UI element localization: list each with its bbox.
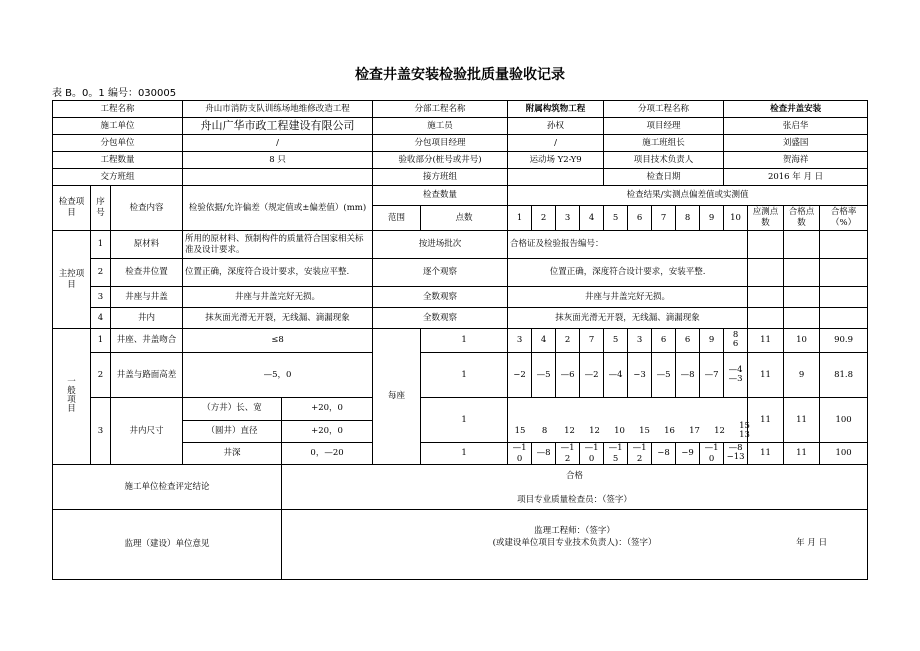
- value-contractor: 舟山广华市政工程建设有限公司: [183, 118, 373, 135]
- header-row: [53, 152, 868, 169]
- general-item-row: [53, 398, 868, 421]
- value: 3: [628, 329, 652, 353]
- col-check-item: 检查项目: [53, 186, 91, 231]
- col-quantity: 检查数量: [373, 186, 508, 206]
- page-title: 检查井盖安装检验批质量验收记录: [355, 67, 565, 83]
- value-subcontractor: /: [183, 135, 373, 152]
- conclusion-result: 合格: [566, 471, 584, 482]
- col-num: 5: [604, 206, 628, 231]
- label-acceptance-part: 验收部分(桩号或井号): [373, 152, 508, 169]
- value: 9: [700, 329, 724, 353]
- content: 井盖与路面高差: [111, 353, 183, 398]
- value: 5: [604, 329, 628, 353]
- main-item-row: [53, 231, 868, 259]
- seq: 2: [91, 353, 111, 398]
- col-num: 1: [508, 206, 532, 231]
- basis: +20，0: [282, 398, 373, 421]
- label-receiving-team: 接方班组: [373, 169, 508, 186]
- value-10: 8 6: [724, 329, 748, 353]
- value: 12: [589, 425, 600, 436]
- pass-rate: 90.9: [820, 329, 868, 353]
- supervisor-opinion-row: [53, 510, 868, 580]
- seq: 3: [91, 287, 111, 308]
- value-team-leader: 刘盛国: [724, 135, 868, 152]
- main-item-row: [53, 287, 868, 308]
- value: 12: [714, 425, 725, 436]
- seq: 2: [91, 259, 111, 287]
- value: —10: [580, 443, 604, 465]
- content: 井内尺寸: [111, 398, 183, 465]
- content: 井座与井盖: [111, 287, 183, 308]
- value: —5: [532, 353, 556, 398]
- value: 2: [556, 329, 580, 353]
- col-basis: 检验依据/允许偏差（规定值或±偏差值）(mm): [183, 186, 373, 231]
- value: 17: [689, 425, 700, 436]
- content: 检查井位置: [111, 259, 183, 287]
- value: —12: [556, 443, 580, 465]
- col-num: 10: [724, 206, 748, 231]
- seq: 1: [91, 329, 111, 353]
- value: —7: [700, 353, 724, 398]
- pass-rate: 81.8: [820, 353, 868, 398]
- value-10: —8 −13: [724, 443, 748, 465]
- result: 合格证及检验报告编号：: [508, 231, 748, 259]
- label-quantity: 工程数量: [53, 152, 183, 169]
- value: —10: [700, 443, 724, 465]
- main-item-row: [53, 259, 868, 287]
- value: —4: [604, 353, 628, 398]
- header-row: [53, 135, 868, 152]
- value-sub-manager: /: [508, 135, 604, 152]
- label-sub-manager: 分包项目经理: [373, 135, 508, 152]
- label-project-manager: 项目经理: [604, 118, 724, 135]
- header-row: [53, 118, 868, 135]
- col-pass-points: 合格点数: [784, 206, 820, 231]
- owner-signature: (或建设单位项目专业技术负责人)：（签字）: [492, 538, 657, 549]
- value: 4: [532, 329, 556, 353]
- should-points: 11: [748, 443, 784, 465]
- sub-name: 井深: [183, 443, 282, 465]
- value: 12: [564, 425, 575, 436]
- pass-rate: 100: [820, 443, 868, 465]
- points: 1: [421, 329, 508, 353]
- value: 8: [541, 425, 548, 436]
- result: 抹灰面光滑无开裂，无线漏、滴漏现象: [508, 308, 748, 329]
- pass-points: 11: [784, 398, 820, 443]
- col-num: 3: [556, 206, 580, 231]
- value: 16: [664, 425, 675, 436]
- value-project-name: 舟山市消防支队训练场地维修改造工程: [183, 101, 373, 118]
- inspection-table: [52, 100, 868, 580]
- col-should-points: 应测点数: [748, 206, 784, 231]
- value: 7: [580, 329, 604, 353]
- value: 15: [639, 425, 650, 436]
- main-item-row: [53, 308, 868, 329]
- contractor-conclusion: [282, 465, 868, 510]
- basis: ≤8: [183, 329, 373, 353]
- value-division: 附属构筑物工程: [508, 101, 604, 118]
- should-points: 11: [748, 398, 784, 443]
- value-project-manager: 张启华: [724, 118, 868, 135]
- value-10: —4 —3: [724, 353, 748, 398]
- label-team-leader: 施工班组长: [604, 135, 724, 152]
- seq: 3: [91, 398, 111, 465]
- value-subitem: 检查井盖安装: [724, 101, 868, 118]
- label-project-name: 工程名称: [53, 101, 183, 118]
- value-receiving-team: [508, 169, 604, 186]
- col-num: 8: [676, 206, 700, 231]
- value: −8: [652, 443, 676, 465]
- value: —10: [508, 443, 532, 465]
- value: —6: [556, 353, 580, 398]
- basis: 位置正确，深度符合设计要求，安装应平整.: [183, 259, 373, 287]
- basis: —5，0: [183, 353, 373, 398]
- value: —12: [628, 443, 652, 465]
- content: 原材料: [111, 231, 183, 259]
- label-subitem: 分项工程名称: [604, 101, 724, 118]
- value-handover-team: [183, 169, 373, 186]
- value: −2: [508, 353, 532, 398]
- pass-rate: 100: [820, 398, 868, 443]
- should-points: 11: [748, 329, 784, 353]
- value-quantity: 8 只: [183, 152, 373, 169]
- main-items-label: 主控项目: [53, 231, 91, 329]
- result: 井座与井盖完好无损。: [508, 287, 748, 308]
- value: 15: [514, 425, 526, 436]
- value: 10: [614, 425, 625, 436]
- header-row: [53, 169, 868, 186]
- col-results: 检查结果/实测点偏差值或实测值: [508, 186, 868, 206]
- label-constructor: 施工员: [373, 118, 508, 135]
- supervisor-opinion: [282, 510, 868, 580]
- basis: +20，0: [282, 420, 373, 443]
- pass-points: 10: [784, 329, 820, 353]
- range: 每座: [373, 329, 421, 465]
- col-pass-rate: 合格率（%）: [820, 206, 868, 231]
- points: 1: [421, 398, 508, 443]
- value: −3: [628, 353, 652, 398]
- sub-name: （圆井）直径: [183, 420, 282, 443]
- col-range: 范围: [373, 206, 421, 231]
- pass-points: 11: [784, 443, 820, 465]
- value-check-date: 2016 年 月 日: [724, 169, 868, 186]
- inspector-signature: 项目专业质量检查员：（签字）: [517, 494, 632, 505]
- supervisor-signature: 监理工程师：（签字）: [534, 526, 615, 537]
- col-seq: 序号: [91, 186, 111, 231]
- label-check-date: 检查日期: [604, 169, 724, 186]
- value: —2: [580, 353, 604, 398]
- value: —15: [604, 443, 628, 465]
- label-subcontractor: 分包单位: [53, 135, 183, 152]
- value-constructor: 孙权: [508, 118, 604, 135]
- value: —8: [676, 353, 700, 398]
- basis: 0，—20: [282, 443, 373, 465]
- value: —5: [652, 353, 676, 398]
- value: —8: [532, 443, 556, 465]
- basis: 井座与井盖完好无损。: [183, 287, 373, 308]
- value-tech-lead: 贺海祥: [724, 152, 868, 169]
- label-contractor: 施工单位: [53, 118, 183, 135]
- points: 1: [421, 443, 508, 465]
- col-num: 6: [628, 206, 652, 231]
- contractor-conclusion-label: 施工单位检查评定结论: [53, 465, 282, 510]
- contractor-conclusion-row: [53, 465, 868, 510]
- should-points: 11: [748, 353, 784, 398]
- general-item-row: [53, 353, 868, 398]
- col-num: 7: [652, 206, 676, 231]
- header-row: [53, 101, 868, 118]
- col-num: 2: [532, 206, 556, 231]
- col-num: 9: [700, 206, 724, 231]
- value: 6: [676, 329, 700, 353]
- general-items-label: 一般项目: [53, 329, 91, 465]
- quantity: 按进场批次: [373, 231, 508, 259]
- result: 位置正确，深度符合设计要求，安装平整.: [508, 259, 748, 287]
- quantity: 全数观察: [373, 308, 508, 329]
- quantity: 逐个观察: [373, 259, 508, 287]
- basis: 所用的原材料、预制构件的质量符合国家相关标准及设计要求。: [183, 231, 373, 259]
- pass-points: 9: [784, 353, 820, 398]
- content: 井座、井盖吻合: [111, 329, 183, 353]
- value: 6: [652, 329, 676, 353]
- basis: 抹灰面光滑无开裂，无线漏、滴漏现象: [183, 308, 373, 329]
- col-points: 点数: [421, 206, 508, 231]
- col-num: 4: [580, 206, 604, 231]
- value: 3: [508, 329, 532, 353]
- seq: 4: [91, 308, 111, 329]
- label-division: 分部工程名称: [373, 101, 508, 118]
- label-handover-team: 交方班组: [53, 169, 183, 186]
- form-number: 表 B。0。1 编号：030005: [52, 88, 177, 99]
- general-item-row: [53, 329, 868, 353]
- value-10: 15 13: [739, 421, 750, 440]
- quantity: 全数观察: [373, 287, 508, 308]
- content: 井内: [111, 308, 183, 329]
- seq: 1: [91, 231, 111, 259]
- sign-date: 年 月 日: [796, 538, 828, 549]
- sub-name: （方井）长、宽: [183, 398, 282, 421]
- col-content: 检查内容: [111, 186, 183, 231]
- label-tech-lead: 项目技术负责人: [604, 152, 724, 169]
- value: −9: [676, 443, 700, 465]
- column-header-row: [53, 186, 868, 206]
- value-acceptance-part: 运动场 Y2-Y9: [508, 152, 604, 169]
- supervisor-opinion-label: 监理（建设）单位意见: [53, 510, 282, 580]
- points: 1: [421, 353, 508, 398]
